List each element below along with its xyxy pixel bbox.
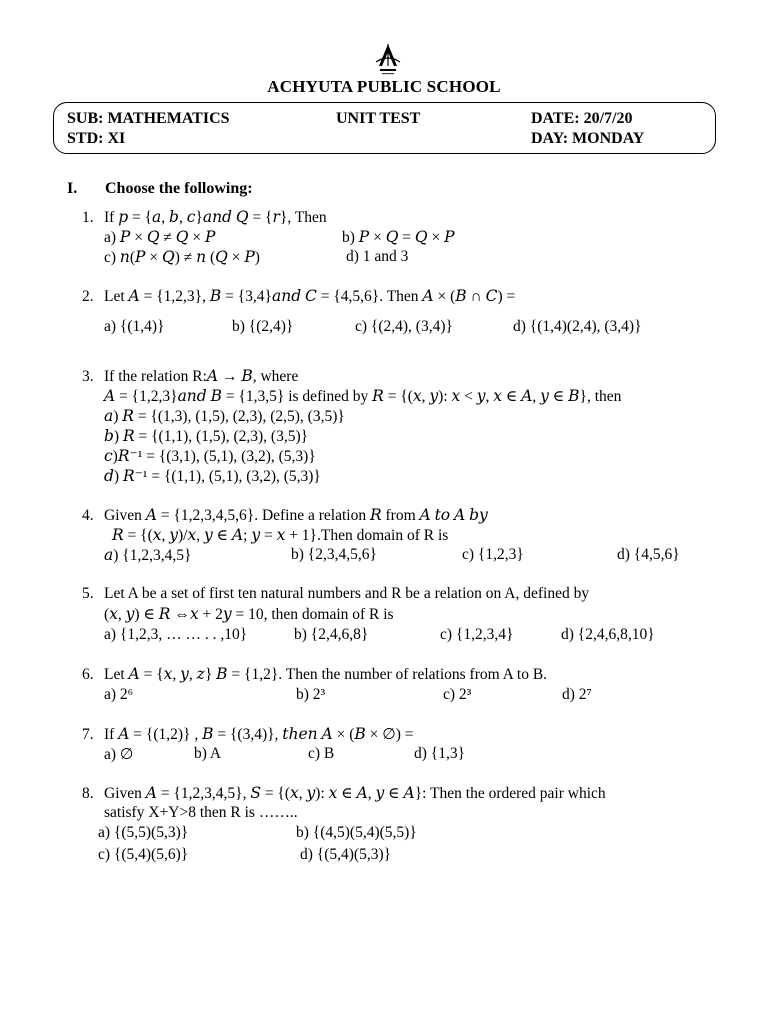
option-c: c) {1,2,3,4}: [440, 626, 514, 643]
option-a: a) 2⁶: [104, 686, 134, 703]
school-crest-icon: [368, 40, 408, 80]
question-text-line-2: satisfy X+Y>8 then R is ……..: [104, 804, 298, 821]
question-text: Let 𝐴 = {1,2,3}, 𝐵 = {3,4}𝑎𝑛𝑑 𝐶 = {4,5,6}. Then 𝐴 × (𝐵 ∩ 𝐶) =: [104, 288, 516, 305]
option-d: d) {(5,4)(5,3)}: [300, 846, 392, 863]
option-a: a) {(5,5)(5,3)}: [98, 824, 189, 841]
option-a: a) ∅: [104, 746, 134, 763]
option-a: 𝑎) 𝑅 = {(1,3), (1,5), (2,3), (2,5), (3,5)}: [104, 408, 345, 425]
day-label: DAY: MONDAY: [531, 130, 645, 147]
test-label: UNIT TEST: [336, 110, 421, 127]
option-c: c) {(2,4), (3,4)}: [355, 318, 453, 335]
date-label: DATE: 20/7/20: [531, 110, 633, 127]
option-a: 𝑎) {1,2,3,4,5}: [104, 547, 192, 564]
option-b: b) 2³: [296, 686, 326, 703]
section-title: Choose the following:: [105, 180, 253, 197]
question-text: Given 𝐴 = {1,2,3,4,5}, 𝑆 = {(𝑥, 𝑦): 𝑥 ∈ 𝐴, 𝑦 ∈ 𝐴}: Then the ordered pair which: [104, 785, 606, 802]
question-text-line-2: (𝑥, 𝑦) ∈ 𝑅 ⇔𝑥 + 2𝑦 = 10, then domain of R is: [104, 606, 394, 623]
question-text: If the relation R:𝐴 → 𝐵, where: [104, 368, 299, 385]
question-number: 4.: [82, 507, 94, 524]
section-number: I.: [67, 180, 78, 197]
question-number: 6.: [82, 666, 94, 683]
question-number: 8.: [82, 785, 94, 802]
option-a: a) {1,2,3, … … . . ,10}: [104, 626, 248, 643]
option-d: d) {4,5,6}: [617, 546, 680, 563]
option-b: b) {(4,5)(5,4)(5,5)}: [296, 824, 417, 841]
question-number: 3.: [82, 368, 94, 385]
section-heading: [67, 180, 253, 198]
option-b: b) A: [194, 745, 222, 762]
option-d: d) {(1,4)(2,4), (3,4)}: [513, 318, 642, 335]
question-text: Let A be a set of first ten natural numbers and R be a relation on A, defined by: [104, 585, 590, 602]
option-c: c) {(5,4)(5,6)}: [98, 846, 189, 863]
option-d: d) {1,3}: [414, 745, 466, 762]
option-c: 𝑐)𝑅⁻¹ = {(3,1), (5,1), (3,2), (5,3)}: [104, 448, 316, 465]
question-text: If 𝑝 = {𝑎, 𝑏, 𝑐}𝑎𝑛𝑑 𝑄 = {𝑟}, Then: [104, 209, 327, 226]
option-b: b) {(2,4)}: [232, 318, 294, 335]
option-d: d) {2,4,6,8,10}: [561, 626, 655, 643]
option-b: b) {2,4,6,8}: [294, 626, 369, 643]
question-text-line-2: 𝑅 = {(𝑥, 𝑦)/𝑥, 𝑦 ∈ 𝐴; 𝑦 = 𝑥 + 1}.Then domain of R is: [112, 527, 449, 544]
option-d: d) 1 and 3: [346, 248, 409, 265]
option-b: b) {2,3,4,5,6}: [291, 546, 377, 563]
std-label: STD: XI: [67, 130, 126, 147]
option-d: d) 2⁷: [562, 686, 592, 703]
question-number: 5.: [82, 585, 94, 602]
option-b: 𝑏) 𝑅 = {(1,1), (1,5), (2,3), (3,5)}: [104, 428, 309, 445]
option-c: c) {1,2,3}: [462, 546, 524, 563]
question-number: 2.: [82, 288, 94, 305]
question-text: Let 𝐴 = {𝑥, 𝑦, 𝑧} 𝐵 = {1,2}. Then the number of relations from A to B.: [104, 666, 548, 683]
option-a: a) {(1,4)}: [104, 318, 165, 335]
option-c: c) 2³: [443, 686, 472, 703]
option-a: a) 𝑃 × 𝑄 ≠ 𝑄 × 𝑃: [104, 229, 216, 246]
option-c: c) 𝑛(𝑃 × 𝑄) ≠ 𝑛 (𝑄 × 𝑃): [104, 249, 260, 266]
question-text-line-2: 𝐴 = {1,2,3}𝑎𝑛𝑑 𝐵 = {1,3,5} is defined by 𝑅 = {(𝑥, 𝑦): 𝑥 < 𝑦, 𝑥 ∈ 𝐴, 𝑦 ∈ 𝐵}, then: [104, 388, 622, 405]
question-number: 1.: [82, 209, 94, 226]
question-text: If 𝐴 = {(1,2)} , 𝐵 = {(3,4)}, 𝑡ℎ𝑒𝑛 𝐴 × (𝐵 × ∅) =: [104, 726, 414, 743]
subject-label: SUB: MATHEMATICS: [67, 110, 230, 127]
question-number: 7.: [82, 726, 94, 743]
option-b: b) 𝑃 × 𝑄 = 𝑄 × 𝑃: [342, 229, 455, 246]
option-c: c) B: [308, 745, 335, 762]
option-d: 𝑑) 𝑅⁻¹ = {(1,1), (5,1), (3,2), (5,3)}: [104, 468, 321, 485]
question-text: Given 𝐴 = {1,2,3,4,5,6}. Define a relation 𝑅 from 𝐴 𝑡𝑜 𝐴 𝑏𝑦: [104, 507, 488, 524]
school-name: ACHYUTA PUBLIC SCHOOL: [267, 77, 501, 96]
